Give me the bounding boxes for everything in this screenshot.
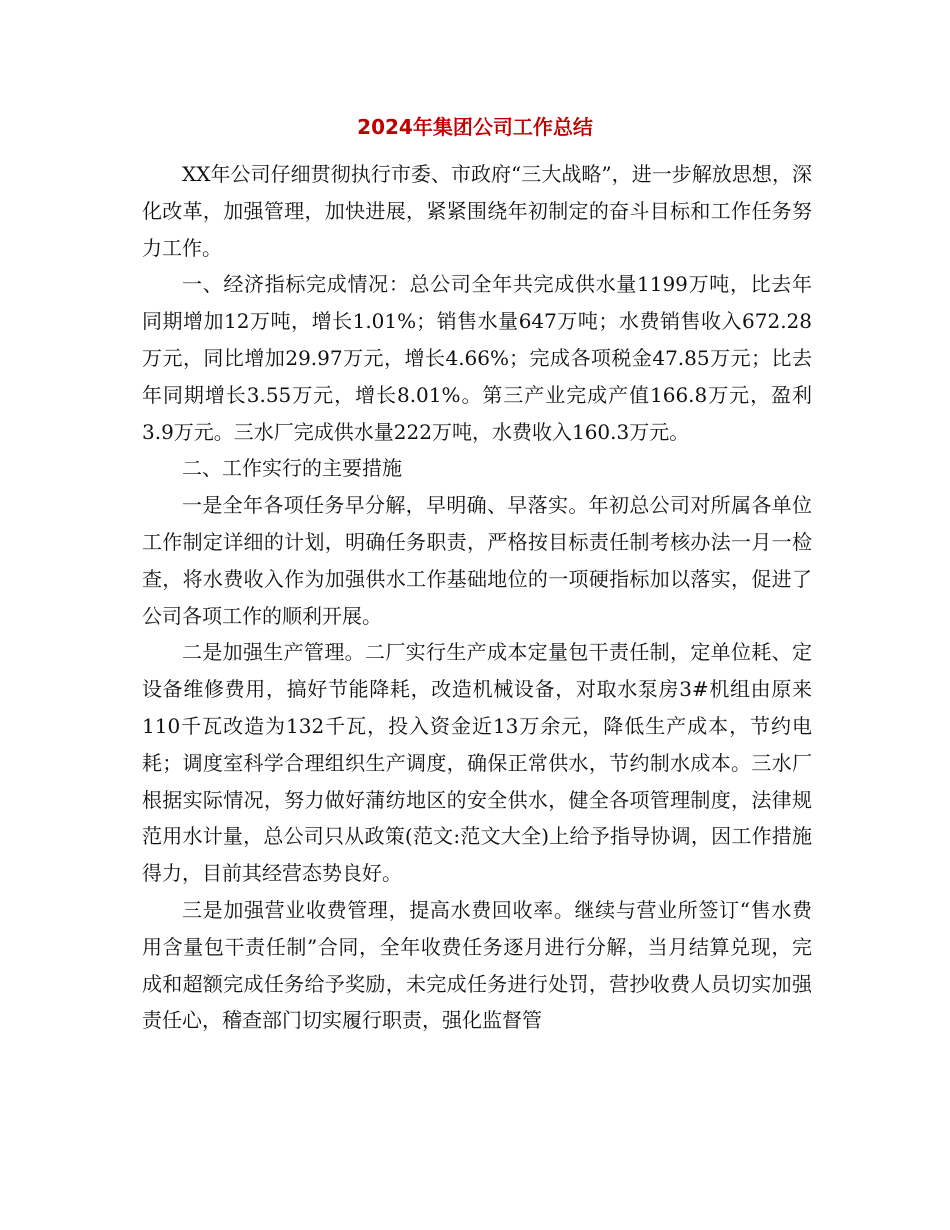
paragraph-measure-three: 三是加强营业收费管理，提高水费回收率。继续与营业所签订“售水费用含量包干责任制”合同，全年收费任务逐月进行分解，当月结算兑现，完成和超额完成任务给予奖励，未完成任务进行处罚，营抄收费人员切实加强责任心，稽查部门切实履行职责，强化监督管 (142, 897, 812, 1033)
paragraph-economic-indicators: 一、经济指标完成情况：总公司全年共完成供水量1199万吨，比去年同期增加12万吨，增长1.01%；销售水量647万吨；水费销售收入672.28万元，同比增加29.97万元，增长4.66%；完成各项税金47.85万元；比去年同期增长3.55万元，增长8.01%。第三产业完成产值166.8万元，盈利3.9万元。三水厂完成供水量222万吨，水费收入160.3万元。 (142, 272, 812, 444)
section-heading-main-measures: 二、工作实行的主要措施 (182, 456, 402, 481)
page-title: 2024年集团公司工作总结 (357, 115, 593, 139)
paragraph-measure-one: 一是全年各项任务早分解，早明确、早落实。年初总公司对所属各单位工作制定详细的计划，明确任务职责，严格按目标责任制考核办法一月一检查，将水费收入作为加强供水工作基础地位的一项硬指标加以落实，促进了公司各项工作的顺利开展。 (142, 493, 812, 628)
paragraph-measure-two: 二是加强生产管理。二厂实行生产成本定量包干责任制，定单位耗、定设备维修费用，搞好节能降耗，改造机械设备，对取水泵房3#机组由原来110千瓦改造为132千瓦，投入资金近13万余元，降低生产成本，节约电耗；调度室科学合理组织生产调度，确保正常供水，节约制水成本。三水厂根据实际情况，努力做好蒲纺地区的安全供水，健全各项管理制度，法律规范用水计量，总公司只从政策(范文:范文大全)上给予指导协调，因工作措施得力，目前其经营态势良好。 (142, 640, 812, 886)
paragraph-intro: XX年公司仔细贯彻执行市委、市政府“三大战略”，进一步解放思想，深化改革，加强管理，加快进展，紧紧围绕年初制定的奋斗目标和工作任务努力工作。 (142, 162, 812, 260)
document-body (142, 156, 812, 1039)
